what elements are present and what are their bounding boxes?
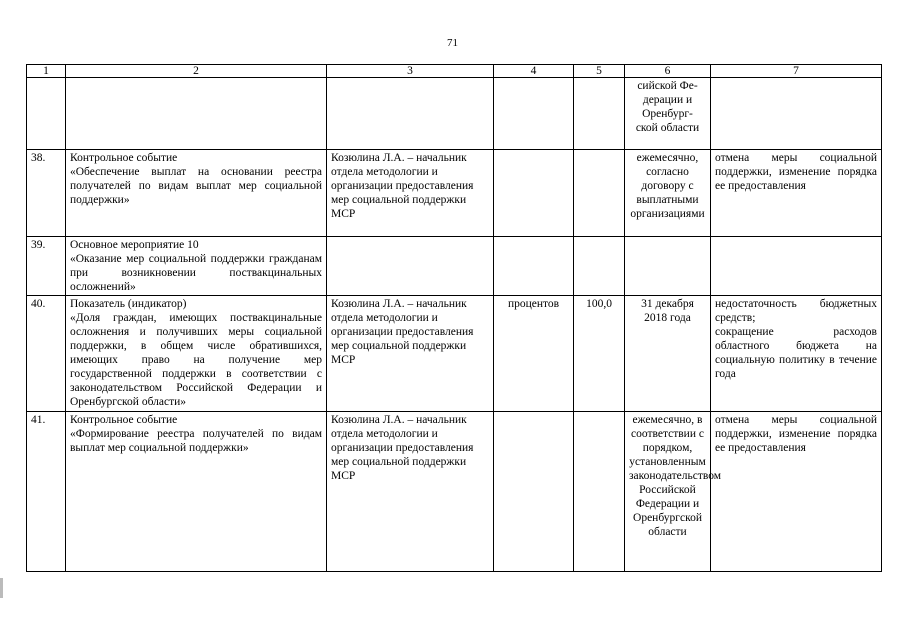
row-number: 40.	[27, 296, 66, 412]
table-row	[27, 412, 882, 572]
header-row	[27, 65, 882, 78]
event-cell	[66, 150, 327, 237]
continuation-row	[27, 78, 882, 150]
header-col-7: 7	[711, 65, 882, 78]
row-number: 38.	[27, 150, 66, 237]
table-row	[27, 237, 882, 296]
risks-cell: отмена меры социальной поддержки, изменение порядка ее предоставления	[711, 412, 882, 572]
event-cell	[66, 412, 327, 572]
responsible-cell	[327, 237, 494, 296]
unit-cell	[494, 237, 574, 296]
deadline-cell: ежемесячно, согласно договору с выплатными организациями	[625, 150, 711, 237]
event-title: Контрольное событие	[70, 152, 178, 164]
continuation-line: Оренбург-	[642, 108, 693, 120]
header-col-2: 2	[66, 65, 327, 78]
event-description: «Доля граждан, имеющих поствакцинальные осложнения и получивших меры социальной поддержки, в общем числе обратившихся, имеющих право на получение мер государственной поддержки в соответствии с законодательством Российской Федерации и Оренбургской области»	[70, 312, 322, 408]
responsible-cell: Козюлина Л.А. – начальник отдела методологии и организации предоставления мер социальной поддержки МСР	[327, 150, 494, 237]
event-description: «Оказание мер социальной поддержки гражданам при возникновении поствакцинальных осложнений»	[70, 253, 322, 293]
program-table	[26, 64, 882, 572]
risk-line: недостаточность бюджетных средств;	[715, 298, 877, 324]
header-col-4: 4	[494, 65, 574, 78]
risks-cell	[711, 237, 882, 296]
cell-empty	[327, 78, 494, 150]
value-cell: 100,0	[574, 296, 625, 412]
deadline-continuation	[625, 78, 711, 150]
value-cell	[574, 412, 625, 572]
value-cell	[574, 150, 625, 237]
event-title: Показатель (индикатор)	[70, 298, 187, 310]
event-title: Основное мероприятие 10	[70, 239, 199, 251]
unit-cell	[494, 412, 574, 572]
event-description: «Обеспечение выплат на основании реестра получателей по видам выплат мер социальной поддержки»	[70, 166, 322, 206]
cell-empty	[66, 78, 327, 150]
event-description: «Формирование реестра получателей по видам выплат мер социальной поддержки»	[70, 428, 322, 454]
cell-empty	[27, 78, 66, 150]
unit-cell	[494, 150, 574, 237]
header-col-5: 5	[574, 65, 625, 78]
cell-empty	[574, 78, 625, 150]
risks-cell	[711, 296, 882, 412]
risk-line: сокращение расходов областного бюджета на социальную политику в течение года	[715, 326, 877, 380]
event-title: Контрольное событие	[70, 414, 178, 426]
row-number: 41.	[27, 412, 66, 572]
unit-cell: процентов	[494, 296, 574, 412]
table-row	[27, 296, 882, 412]
value-cell	[574, 237, 625, 296]
header-col-6: 6	[625, 65, 711, 78]
responsible-cell: Козюлина Л.А. – начальник отдела методологии и организации предоставления мер социальной поддержки МСР	[327, 296, 494, 412]
continuation-line: ской области	[635, 122, 700, 134]
continuation-line: сийской Фе-	[637, 80, 698, 92]
event-cell	[66, 237, 327, 296]
cell-empty	[494, 78, 574, 150]
row-number: 39.	[27, 237, 66, 296]
header-col-1: 1	[27, 65, 66, 78]
table-row	[27, 150, 882, 237]
header-col-3: 3	[327, 65, 494, 78]
risks-cell: отмена меры социальной поддержки, изменение порядка ее предоставления	[711, 150, 882, 237]
deadline-cell: 31 декабря 2018 года	[625, 296, 711, 412]
scan-edge-mark	[0, 578, 3, 598]
responsible-cell: Козюлина Л.А. – начальник отдела методологии и организации предоставления мер социальной поддержки МСР	[327, 412, 494, 572]
deadline-cell	[625, 237, 711, 296]
event-cell	[66, 296, 327, 412]
page-number: 71	[447, 37, 458, 49]
continuation-line: дерации и	[642, 94, 693, 106]
deadline-cell: ежемесячно, в соответствии с порядком, установленным законодательством Российской Федерации и Оренбургской области	[625, 412, 711, 572]
cell-empty	[711, 78, 882, 150]
